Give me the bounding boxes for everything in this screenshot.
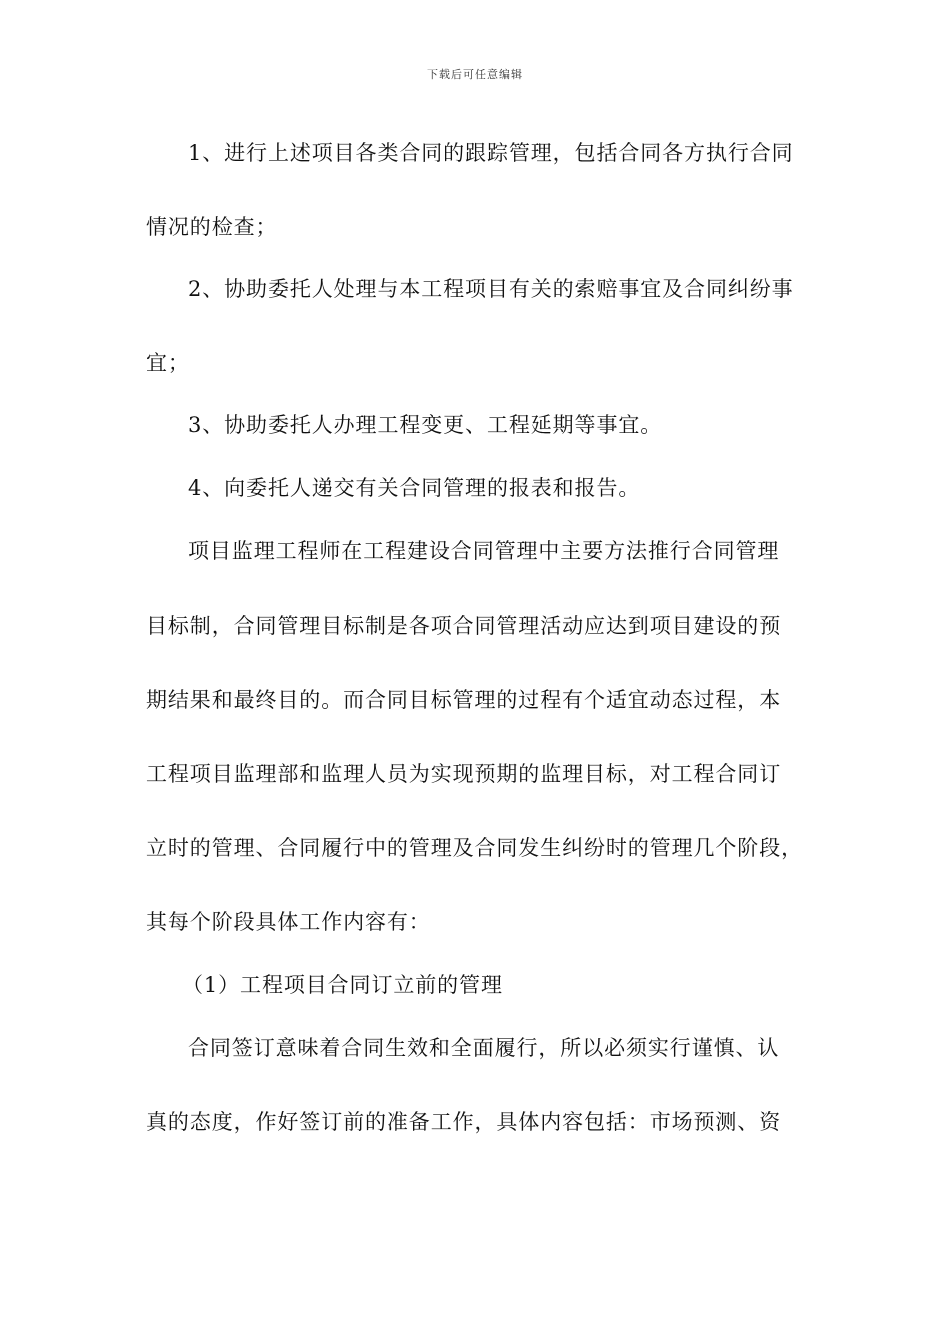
paragraph-line: 合同签订意味着合同生效和全面履行，所以必须实行谨慎、认 [188, 1036, 780, 1060]
paragraph-line: 2、协助委托人处理与本工程项目有关的索赔事宜及合同纠纷事 [188, 277, 794, 301]
page-header: 下载后可任意编辑 [427, 68, 523, 81]
paragraph-line: 3、协助委托人办理工程变更、工程延期等事宜。 [188, 413, 663, 437]
paragraph-line: 立时的管理、合同履行中的管理及合同发生纠纷时的管理几个阶段， [146, 836, 803, 860]
paragraph-line: 项目监理工程师在工程建设合同管理中主要方法推行合同管理 [188, 539, 780, 563]
paragraph-line: 4、向委托人递交有关合同管理的报表和报告。 [188, 476, 641, 500]
section-heading: （1）工程项目合同订立前的管理 [182, 973, 503, 997]
paragraph-line: 真的态度，作好签订前的准备工作，具体内容包括：市场预测、资 [146, 1110, 782, 1134]
paragraph-line: 目标制，合同管理目标制是各项合同管理活动应达到项目建设的预 [146, 614, 782, 638]
paragraph-line: 1、进行上述项目各类合同的跟踪管理，包括合同各方执行合同 [188, 141, 794, 165]
paragraph-line: 工程项目监理部和监理人员为实现预期的监理目标，对工程合同订 [146, 762, 782, 786]
paragraph-line: 期结果和最终目的。而合同目标管理的过程有个适宜动态过程，本 [146, 688, 782, 712]
paragraph-line: 其每个阶段具体工作内容有： [146, 910, 431, 934]
paragraph-line: 宜； [146, 351, 190, 375]
paragraph-line: 情况的检查； [146, 215, 278, 239]
